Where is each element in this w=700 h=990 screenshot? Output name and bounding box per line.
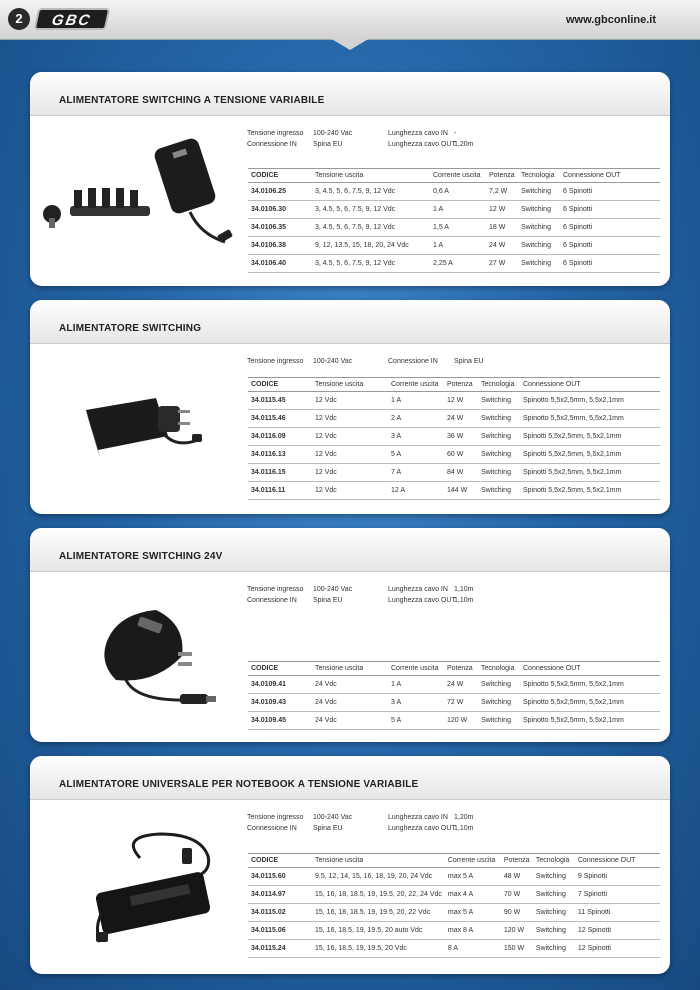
col-header: Connessione OUT	[575, 854, 660, 868]
spec-label: Tensione ingresso	[247, 586, 304, 593]
cell: 3 A	[388, 428, 444, 446]
cell: 6 Spinotti	[560, 255, 660, 273]
cell-code: 34.0106.38	[248, 237, 312, 255]
table-header-row	[248, 662, 660, 676]
cell: Spinotto 5,5x2,5mm, 5,5x2,1mm	[520, 676, 660, 694]
spec-label: Connessione IN	[247, 597, 297, 604]
spec-label: Connessione IN	[247, 825, 297, 832]
notebook-adapter-image	[90, 828, 230, 948]
table-row	[248, 446, 660, 464]
col-header: Corrente uscita	[388, 378, 444, 392]
cell-code: 34.0109.45	[248, 712, 312, 730]
cell: 3, 4.5, 5, 6, 7.5, 9, 12 Vdc	[312, 255, 430, 273]
cell: 11 Spinotti	[575, 904, 660, 922]
cell: Spinotti 5,5x2,5mm, 5,5x2,1mm	[520, 428, 660, 446]
cell: Switching	[518, 255, 560, 273]
cell-code: 34.0115.60	[248, 868, 312, 886]
cell: 12 Vdc	[312, 446, 388, 464]
cell: 15, 16, 18, 18.5, 19, 19.5, 20, 22, 24 Vdc	[312, 886, 445, 904]
spec-label: Lunghezza cavo OUT	[388, 141, 456, 148]
cell: Switching	[478, 410, 520, 428]
cell: Switching	[518, 183, 560, 201]
cell: 1 A	[388, 392, 444, 410]
cell: Switching	[478, 694, 520, 712]
cell-code: 34.0116.09	[248, 428, 312, 446]
col-header: CODICE	[248, 169, 312, 183]
cell: 6 Spinotti	[560, 201, 660, 219]
table-row	[248, 464, 660, 482]
col-header: CODICE	[248, 378, 312, 392]
cell: 9, 12, 13.5, 15, 18, 20, 24 Vdc	[312, 237, 430, 255]
product-table-3	[248, 661, 660, 730]
col-header: Tensione uscita	[312, 378, 388, 392]
product-panel-1	[30, 72, 670, 286]
cell: 12 A	[388, 482, 444, 500]
cell-code: 34.0115.24	[248, 940, 312, 958]
cell: 3, 4.5, 5, 6, 7.5, 9, 12 Vdc	[312, 201, 430, 219]
spec-label: Lunghezza cavo IN	[388, 586, 448, 593]
cell: 70 W	[501, 886, 533, 904]
col-header: CODICE	[248, 662, 312, 676]
col-header: Corrente uscita	[430, 169, 486, 183]
cell: Switching	[478, 392, 520, 410]
cell: Spinotto 5,5x2,5mm, 5,5x2,1mm	[520, 392, 660, 410]
spec-value: -	[454, 130, 457, 137]
cell: 6 Spinotti	[560, 183, 660, 201]
col-header: Potenza	[501, 854, 533, 868]
cell: Spinotto 5,5x2,5mm, 5,5x2,1mm	[520, 694, 660, 712]
col-header: Tecnologia	[478, 378, 520, 392]
cell: Switching	[518, 219, 560, 237]
table-header-row	[248, 378, 660, 392]
cell: Switching	[478, 712, 520, 730]
spec-value: 1,10m	[454, 586, 474, 593]
cell-code: 34.0115.45	[248, 392, 312, 410]
col-header: Tecnologia	[518, 169, 560, 183]
cell: Spinotti 5,5x2,5mm, 5,5x2,1mm	[520, 446, 660, 464]
cell: 3, 4.5, 5, 6, 7.5, 9, 12 Vdc	[312, 219, 430, 237]
table-row	[248, 392, 660, 410]
spec-label: Tensione ingresso	[247, 130, 304, 137]
table-row	[248, 904, 660, 922]
cell: 6 Spinotti	[560, 237, 660, 255]
cell: 5 A	[388, 712, 444, 730]
cell-code: 34.0116.11	[248, 482, 312, 500]
table-row	[248, 676, 660, 694]
cell: max 5 A	[445, 904, 501, 922]
cell: Switching	[518, 201, 560, 219]
cell: 48 W	[501, 868, 533, 886]
cell: 12 W	[444, 392, 478, 410]
product-panel-2	[30, 300, 670, 514]
cell-code: 34.0116.15	[248, 464, 312, 482]
table-row	[248, 940, 660, 958]
cell: max 4 A	[445, 886, 501, 904]
cell: Switching	[478, 464, 520, 482]
col-header: Tecnologia	[533, 854, 575, 868]
spec-value: 1,20m	[454, 814, 474, 821]
table-row	[248, 886, 660, 904]
cell-code: 34.0109.43	[248, 694, 312, 712]
cell: 7 Spinotti	[575, 886, 660, 904]
table-row	[248, 428, 660, 446]
cell-code: 34.0106.35	[248, 219, 312, 237]
cell: Switching	[533, 940, 575, 958]
product-table-1	[248, 168, 660, 273]
cell: 84 W	[444, 464, 478, 482]
website-link[interactable]: www.gbconline.it	[565, 14, 656, 26]
table-header-row	[248, 169, 660, 183]
cell: Spinotto 5,5x2,5mm, 5,5x2,1mm	[520, 712, 660, 730]
cell: max 5 A	[445, 868, 501, 886]
table-row	[248, 219, 660, 237]
panel-title: ALIMENTATORE SWITCHING A TENSIONE VARIABILE	[59, 95, 325, 106]
cell: 5 A	[388, 446, 444, 464]
cell: Switching	[533, 868, 575, 886]
spec-value: Spina EU	[454, 358, 484, 365]
table-row	[248, 201, 660, 219]
table-row	[248, 410, 660, 428]
cell: 15, 16, 18, 18.5, 19, 19.5, 20, 22 Vdc	[312, 904, 445, 922]
panel-header	[30, 756, 670, 800]
cell: 90 W	[501, 904, 533, 922]
spec-value: Spina EU	[313, 597, 343, 604]
cell: 7,2 W	[486, 183, 518, 201]
product-table-4	[248, 853, 660, 958]
cell: 9 Spinotti	[575, 868, 660, 886]
cell: 24 Vdc	[312, 676, 388, 694]
product-panel-3	[30, 528, 670, 742]
cell: Switching	[478, 676, 520, 694]
cell: 27 W	[486, 255, 518, 273]
cell: 8 A	[445, 940, 501, 958]
cell: 144 W	[444, 482, 478, 500]
cell-code: 34.0109.41	[248, 676, 312, 694]
cell: 2,25 A	[430, 255, 486, 273]
cell-code: 34.0115.46	[248, 410, 312, 428]
table-row	[248, 482, 660, 500]
cell: Switching	[478, 428, 520, 446]
cell: Switching	[533, 886, 575, 904]
cell: 0,6 A	[430, 183, 486, 201]
col-header: Potenza	[444, 378, 478, 392]
table-row	[248, 237, 660, 255]
cell-code: 34.0106.40	[248, 255, 312, 273]
panel-title: ALIMENTATORE SWITCHING	[59, 323, 202, 334]
spec-value: 100-240 Vac	[313, 586, 353, 593]
cell: 3 A	[388, 694, 444, 712]
cell: 1 A	[430, 201, 486, 219]
cell: 15, 16, 18.5, 19, 19.5, 20 Vdc	[312, 940, 445, 958]
spec-label: Tensione ingresso	[247, 814, 304, 821]
cell: Spinotti 5,5x2,5mm, 5,5x2,1mm	[520, 464, 660, 482]
cell: Switching	[478, 482, 520, 500]
cell: 6 Spinotti	[560, 219, 660, 237]
col-header: Connessione OUT	[520, 662, 660, 676]
cell: 24 Vdc	[312, 694, 388, 712]
cell: 7 A	[388, 464, 444, 482]
cell: 24 Vdc	[312, 712, 388, 730]
table-row	[248, 255, 660, 273]
cell-code: 34.0106.30	[248, 201, 312, 219]
cell-code: 34.0116.13	[248, 446, 312, 464]
cell-code: 34.0106.25	[248, 183, 312, 201]
panel-title: ALIMENTATORE SWITCHING 24V	[59, 551, 223, 562]
cell: 12 Vdc	[312, 482, 388, 500]
cell-code: 34.0114.97	[248, 886, 312, 904]
cell: Switching	[533, 904, 575, 922]
cell: 12 Vdc	[312, 410, 388, 428]
table-row	[248, 694, 660, 712]
col-header: Tensione uscita	[312, 662, 388, 676]
col-header: Connessione OUT	[520, 378, 660, 392]
col-header: Corrente uscita	[388, 662, 444, 676]
cell: 1 A	[430, 237, 486, 255]
spec-value: Spina EU	[313, 141, 343, 148]
cell: 15, 16, 18.5, 19, 19.5, 20 auto Vdc	[312, 922, 445, 940]
cell: Switching	[533, 922, 575, 940]
spec-label: Lunghezza cavo OUT	[388, 825, 456, 832]
cell: Switching	[518, 237, 560, 255]
cell: 2 A	[388, 410, 444, 428]
spec-value: 100-240 Vac	[313, 814, 353, 821]
panel-header	[30, 72, 670, 116]
page-number: 2	[8, 8, 30, 30]
cell: Switching	[478, 446, 520, 464]
spec-value: 100-240 Vac	[313, 130, 353, 137]
cell: 1 A	[388, 676, 444, 694]
cell: 24 W	[444, 410, 478, 428]
spec-label: Lunghezza cavo IN	[388, 814, 448, 821]
cell: Spinotti 5,5x2,5mm, 5,5x2,1mm	[520, 482, 660, 500]
product-table-2	[248, 377, 660, 500]
cell: 18 W	[486, 219, 518, 237]
cell-code: 34.0115.06	[248, 922, 312, 940]
cell: 72 W	[444, 694, 478, 712]
cell: 120 W	[501, 922, 533, 940]
cell: 24 W	[444, 676, 478, 694]
col-header: Potenza	[486, 169, 518, 183]
cell: max 8 A	[445, 922, 501, 940]
cell: 60 W	[444, 446, 478, 464]
cell: 12 Vdc	[312, 464, 388, 482]
col-header: Potenza	[444, 662, 478, 676]
table-row	[248, 922, 660, 940]
panel-header	[30, 528, 670, 572]
table-row	[248, 183, 660, 201]
cell: 12 Spinotti	[575, 940, 660, 958]
panel-header	[30, 300, 670, 344]
cell-code: 34.0115.02	[248, 904, 312, 922]
product-panel-4	[30, 756, 670, 974]
wall-adapter-image	[76, 388, 206, 468]
spec-label: Connessione IN	[388, 358, 438, 365]
table-row	[248, 712, 660, 730]
cell: 36 W	[444, 428, 478, 446]
cell: 3, 4.5, 5, 6, 7.5, 9, 12 Vdc	[312, 183, 430, 201]
spec-label: Lunghezza cavo IN	[388, 130, 448, 137]
spec-label: Connessione IN	[247, 141, 297, 148]
cell: 12 Vdc	[312, 392, 388, 410]
cell: Spinotto 5,5x2,5mm, 5,5x2,1mm	[520, 410, 660, 428]
spec-value: 1,10m	[454, 597, 474, 604]
cell: 9.5, 12, 14, 15, 16, 18, 19, 20, 24 Vdc	[312, 868, 445, 886]
spec-value: 100-240 Vac	[313, 358, 353, 365]
gbc-logo: GBC	[34, 8, 111, 30]
spec-value: 1,10m	[454, 825, 474, 832]
panel-title: ALIMENTATORE UNIVERSALE PER NOTEBOOK A TENSIONE VARIABILE	[59, 779, 419, 790]
table-header-row	[248, 854, 660, 868]
cell: 150 W	[501, 940, 533, 958]
col-header: Tecnologia	[478, 662, 520, 676]
col-header: Tensione uscita	[312, 169, 430, 183]
col-header: CODICE	[248, 854, 312, 868]
cell: 24 W	[486, 237, 518, 255]
spec-label: Lunghezza cavo OUT	[388, 597, 456, 604]
variable-adapter-image	[40, 134, 240, 254]
spec-label: Tensione ingresso	[247, 358, 304, 365]
cell: 12 Vdc	[312, 428, 388, 446]
header-notch	[330, 38, 370, 50]
col-header: Connessione OUT	[560, 169, 660, 183]
cell: 12 Spinotti	[575, 922, 660, 940]
col-header: Corrente uscita	[445, 854, 501, 868]
adapter-24v-image	[86, 604, 226, 710]
spec-value: 1,20m	[454, 141, 474, 148]
cell: 12 W	[486, 201, 518, 219]
cell: 120 W	[444, 712, 478, 730]
spec-value: Spina EU	[313, 825, 343, 832]
cell: 1,5 A	[430, 219, 486, 237]
table-row	[248, 868, 660, 886]
col-header: Tensione uscita	[312, 854, 445, 868]
